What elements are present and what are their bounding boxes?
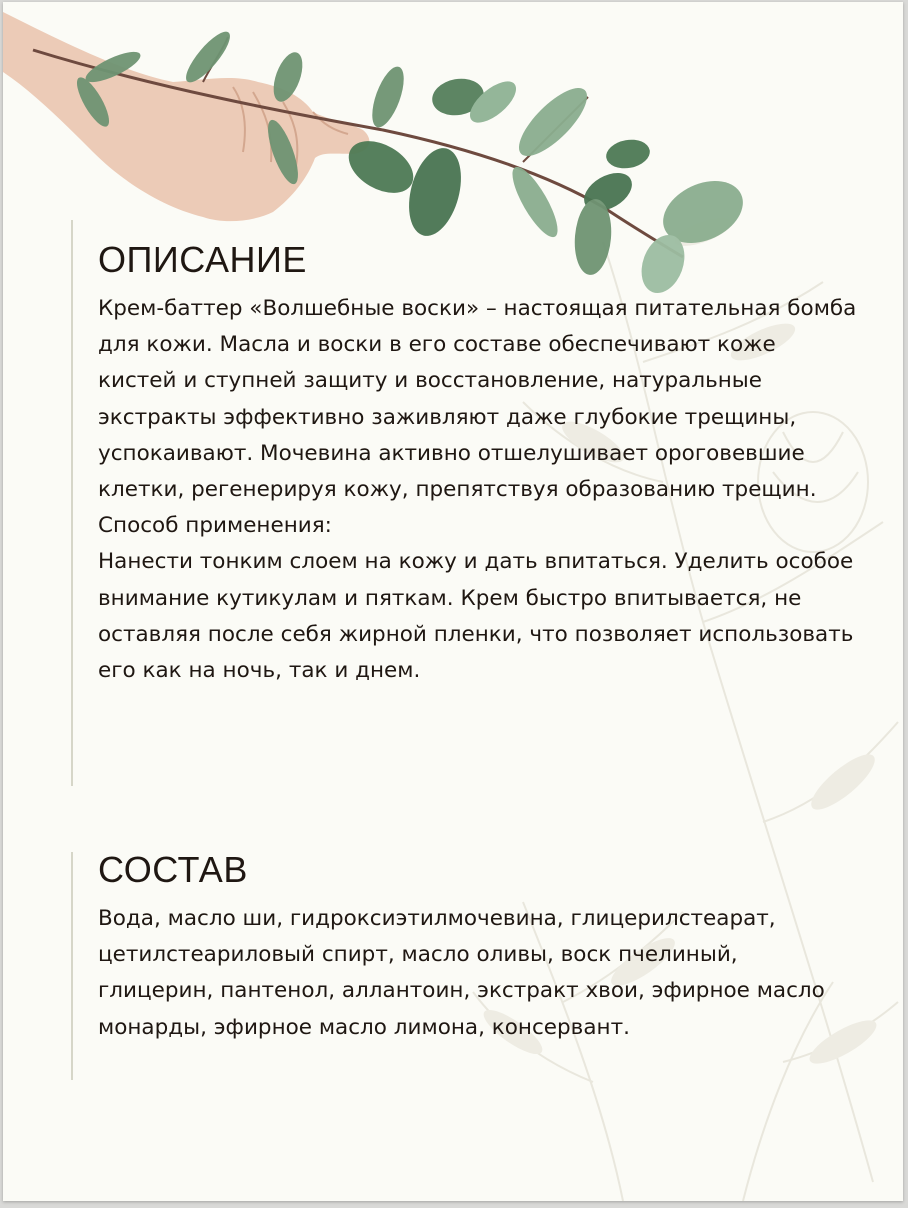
description-heading: ОПИСАНИЕ: [98, 239, 307, 280]
composition-accent-bar: [71, 852, 73, 1080]
composition-body: Вода, масло ши, гидроксиэтилмочевина, глицерилстеарат, цетилстеариловый спирт, масло оливы, воск пчелиный, глицерин, пантенол, аллантоин, экстракт хвои, эфирное масло монарды, эфирное масло лимона, консервант.: [98, 906, 825, 1040]
composition-text: [98, 901, 858, 1046]
description-text: [98, 291, 858, 689]
composition-heading: СОСТАВ: [98, 849, 248, 890]
description-body: Крем-баттер «Волшебные воски» – настоящая питательная бомба для кожи. Масла и воски в его составе обеспечивают коже кистей и ступней защиту и восстановление, натуральные экстракты эффективно заживляют даже глубокие трещины, успокаивают. Мочевина активно отшелушивает ороговевшие клетки, регенерируя кожу, препятствуя образованию трещин.: [98, 296, 857, 503]
usage-text: Нанести тонким слоем на кожу и дать впитаться. Уделить особое внимание кутикулам и пяткам. Крем быстро впитывается, не оставляя после себя жирной пленки, что позволяет использовать его как на ночь, так и днем.: [98, 549, 854, 684]
product-info-card: [3, 2, 903, 1201]
description-accent-bar: [71, 220, 73, 786]
usage-label: Способ применения:: [98, 513, 332, 539]
